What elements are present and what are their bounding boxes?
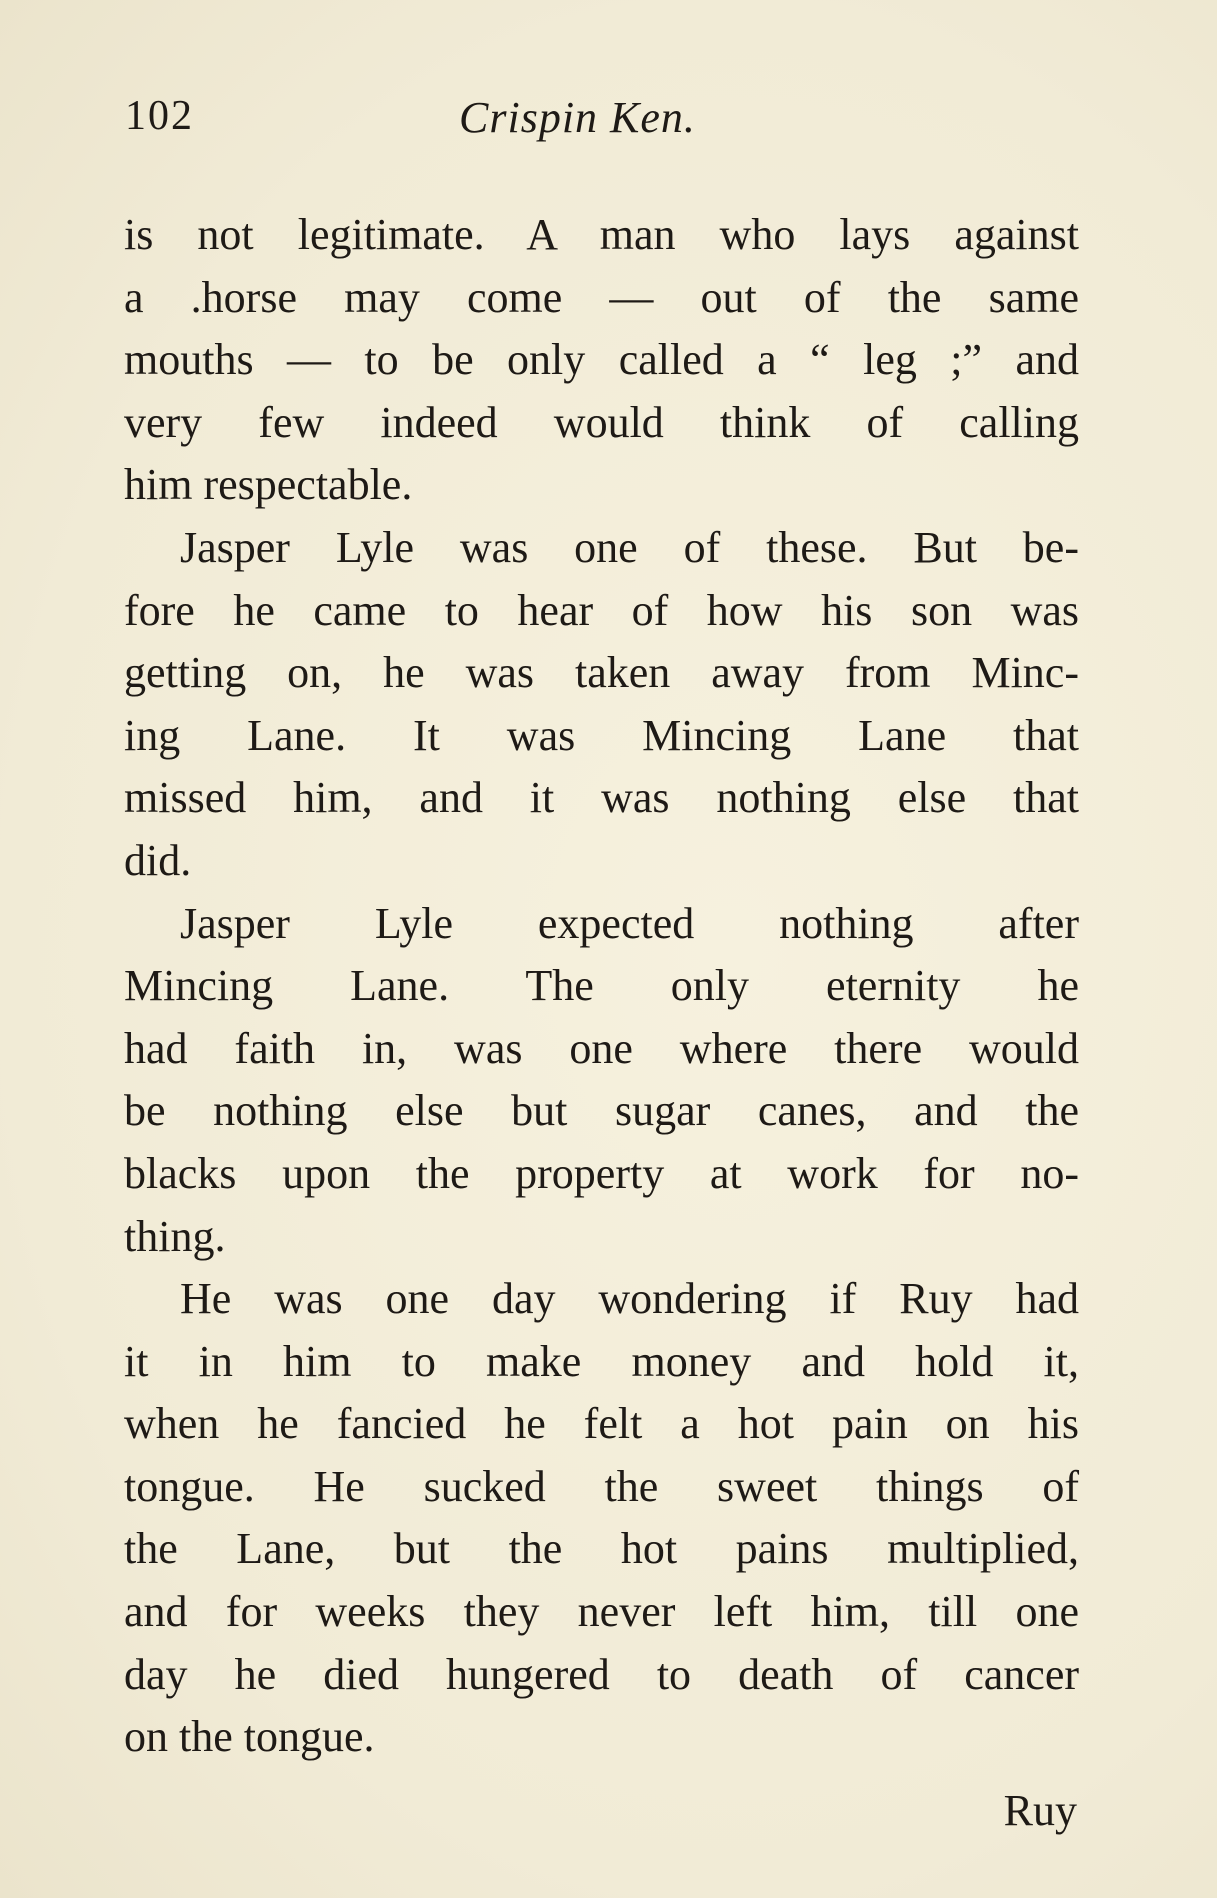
body-text	[124, 204, 1079, 1769]
text-line: He was one day wondering if Ruy had	[180, 1274, 1079, 1324]
running-head	[125, 92, 1080, 152]
text-line: missed him, and it was nothing else that	[124, 773, 1079, 823]
text-line: Jasper Lyle was one of these. But be-	[180, 522, 1079, 572]
text-line: had faith in, was one where there would	[124, 1023, 1079, 1073]
text-line: day he died hungered to death of cancer	[124, 1649, 1079, 1699]
text-line: fore he came to hear of how his son was	[124, 585, 1079, 635]
text-line: very few indeed would think of calling	[124, 397, 1079, 447]
text-line: it in him to make money and hold it,	[124, 1336, 1079, 1386]
catchword: Ruy	[1003, 1786, 1077, 1835]
text-line: getting on, he was taken away from Minc-	[124, 648, 1079, 698]
text-line: thing.	[124, 1211, 226, 1261]
text-line: Jasper Lyle expected nothing after	[180, 898, 1079, 948]
text-line: him respectable.	[124, 460, 413, 510]
text-line: ing Lane. It was Mincing Lane that	[124, 710, 1079, 760]
text-line: did.	[124, 835, 192, 885]
text-line: be nothing else but sugar canes, and the	[124, 1086, 1079, 1136]
running-title: Crispin Ken.	[459, 93, 696, 142]
text-line: on the tongue.	[124, 1712, 375, 1762]
page-number: 102	[125, 93, 194, 139]
text-line: Mincing Lane. The only eternity he	[124, 961, 1079, 1011]
text-line: a .horse may come — out of the same	[124, 272, 1079, 322]
text-line: tongue. He sucked the sweet things of	[124, 1461, 1079, 1511]
text-line: blacks upon the property at work for no-	[124, 1148, 1079, 1198]
text-line: is not legitimate. A man who lays against	[124, 210, 1079, 259]
text-line: when he fancied he felt a hot pain on his	[124, 1399, 1079, 1449]
text-line: the Lane, but the hot pains multiplied,	[124, 1524, 1079, 1574]
text-line: mouths — to be only called a “ leg ;” and	[124, 335, 1079, 385]
text-line: and for weeks they never left him, till one	[124, 1587, 1079, 1637]
